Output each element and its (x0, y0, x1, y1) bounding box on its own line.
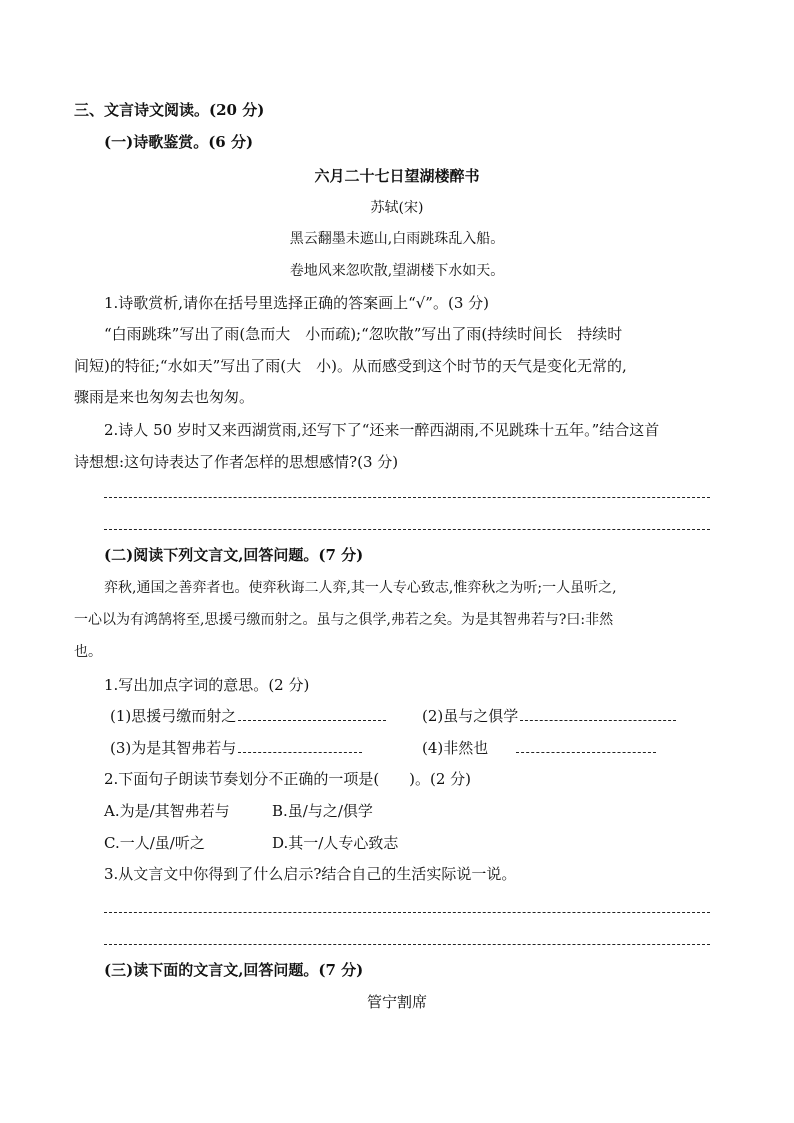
part1-heading: (一)诗歌鉴赏。(6 分) (104, 133, 254, 151)
classical-text-line-3: 也。 (74, 644, 102, 660)
poem-line-2: 卷地风来忽吹散,望湖楼下水如天。 (289, 263, 505, 279)
part3-title: 管宁割席 (366, 993, 427, 1011)
part1-q1-body-1: “白雨跳珠”写出了雨(急而大 小而疏);“忽吹散”写出了雨(持续时间长 持续时 (104, 325, 623, 343)
part1-q2-line-1: 2.诗人 50 岁时又来西湖赏雨,还写下了“还来一醉西湖雨,不见跳珠十五年。”结合这首 (104, 421, 660, 439)
answer-line[interactable] (104, 912, 710, 913)
vocab-item-4 (422, 738, 656, 758)
classical-text-line-1: 弈秋,通国之善弈者也。使弈秋诲二人弈,其一人专心致志,惟弈秋之为听;一人虽听之, (104, 580, 617, 596)
section-title: 三、文言诗文阅读。(20 分) (74, 101, 265, 119)
answer-line[interactable] (104, 944, 710, 945)
option-d[interactable]: D.其一/人专心致志 (272, 834, 399, 852)
option-a[interactable]: A.为是/其智弗若与 (104, 802, 230, 820)
vocab-item-3 (110, 738, 362, 758)
vocab-item-1 (110, 706, 386, 726)
part2-q1: 1.写出加点字词的意思。(2 分) (104, 676, 310, 694)
answer-blank[interactable] (238, 738, 362, 753)
poem-title: 六月二十七日望湖楼醉书 (314, 167, 480, 185)
part1-q1-body-3: 骤雨是来也匆匆去也匆匆。 (74, 388, 255, 406)
part3-heading: (三)读下面的文言文,回答问题。(7 分) (104, 961, 364, 979)
part2-heading: (二)阅读下列文言文,回答问题。(7 分) (104, 546, 364, 564)
vocab-item-label: (4)非然也 (422, 739, 489, 757)
vocab-item-label: (3)为是其智弗若与 (110, 739, 237, 757)
answer-line[interactable] (104, 529, 710, 530)
vocab-item-2 (422, 706, 676, 726)
part1-q1: 1.诗歌赏析,请你在括号里选择正确的答案画上“√”。(3 分) (104, 294, 489, 312)
poem-line-1: 黑云翻墨未遮山,白雨跳珠乱入船。 (289, 231, 505, 247)
classical-text-line-2: 一心以为有鸿鹄将至,思援弓缴而射之。虽与之俱学,弗若之矣。为是其智弗若与?曰:非然 (74, 612, 614, 628)
part1-q2-line-2: 诗想想:这句诗表达了作者怎样的思想感情?(3 分) (74, 453, 399, 471)
answer-blank[interactable] (516, 738, 656, 753)
option-b[interactable]: B.虽/与之/俱学 (272, 802, 373, 820)
answer-line[interactable] (104, 497, 710, 498)
poem-author: 苏轼(宋) (370, 200, 424, 216)
option-c[interactable]: C.一人/虽/听之 (104, 834, 205, 852)
answer-blank[interactable] (238, 706, 386, 721)
part2-q3: 3.从文言文中你得到了什么启示?结合自己的生活实际说一说。 (104, 865, 517, 883)
part1-q1-body-2: 间短)的特征;“水如天”写出了雨(大 小)。从而感受到这个时节的天气是变化无常的, (74, 357, 627, 375)
part2-q2: 2.下面句子朗读节奏划分不正确的一项是( )。(2 分) (104, 770, 472, 788)
vocab-item-label: (1)思援弓缴而射之 (110, 707, 237, 725)
answer-blank[interactable] (520, 706, 676, 721)
vocab-item-label: (2)虽与之俱学 (422, 707, 519, 725)
